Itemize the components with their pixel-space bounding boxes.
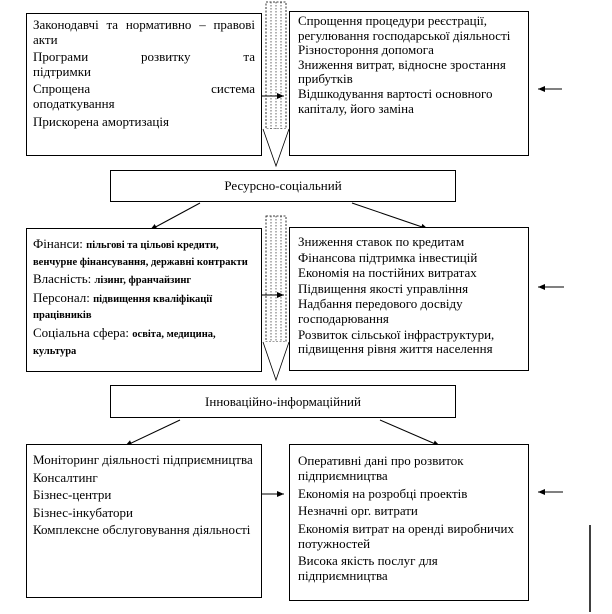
tier1-right-item-2: Різностороння допомога bbox=[298, 42, 434, 58]
tier2-right-item-4: Підвищення якості управління bbox=[298, 280, 469, 296]
tier3-right-item-1: Оперативні дані про розвиток підприємництва bbox=[298, 453, 464, 483]
tier2-right-item-6: Розвиток сільської інфраструктури, підвищення рівня життя населення bbox=[298, 326, 495, 357]
tier3-left-item-2: Консалтинг bbox=[33, 469, 98, 485]
tier2-left-item-1 bbox=[33, 237, 255, 270]
arrow-label2-to-tier3-right bbox=[380, 420, 440, 446]
tier2-left-item-2-name: Власність: bbox=[33, 271, 92, 287]
justified-line: Програми розвитку та bbox=[33, 49, 255, 65]
tier2-left-item-3 bbox=[33, 291, 255, 324]
tier2-right-item-1: Зниження ставок по кредитам bbox=[298, 234, 465, 249]
tier1-right-item-4: Відшкодування вартості основного капіталу, його заміна bbox=[298, 85, 493, 116]
tier2-left-item-3-name: Персонал: bbox=[33, 289, 90, 305]
label-resource-social: Ресурсно-соціальний bbox=[110, 170, 456, 202]
tier3-left-item-1: Моніторинг діяльності підприємництва bbox=[33, 452, 253, 467]
tier2-left-item-4-name: Соціальна сфера: bbox=[33, 324, 130, 340]
tier2-left-item-1-name: Фінанси: bbox=[33, 236, 83, 251]
tier1-left-item-3 bbox=[33, 82, 255, 111]
tier2-right-item-3: Економія на постійних витратах bbox=[298, 265, 477, 281]
tier1-left-item-4: Прискорена амортизація bbox=[33, 113, 169, 129]
tier1-right-box bbox=[289, 11, 529, 156]
tier2-right-item-5: Надбання передового досвіду господарювання bbox=[298, 296, 463, 326]
tier3-right-item-2: Економія на розробці проектів bbox=[298, 485, 468, 501]
tier2-left-item-3-detail: підвищення кваліфікації працівників bbox=[33, 293, 213, 322]
tier2-left-box bbox=[26, 228, 262, 372]
continuation-line: підтримки bbox=[33, 63, 91, 79]
tier1-right-item-1: Спрощення процедури реєстрації, регулювання господарської діяльності bbox=[298, 13, 511, 43]
tier3-left-item-4: Бізнес-інкубатори bbox=[33, 504, 133, 520]
tier1-right-item-3: Зниження витрат, відносне зростання прибутків bbox=[298, 56, 506, 87]
tier2-left-item-2-detail: лізинг, франчайзинг bbox=[94, 275, 192, 287]
arrow-label2-to-tier3-left bbox=[125, 420, 180, 446]
arrow-label1-to-tier2-left bbox=[150, 203, 200, 230]
tier3-left-item-5: Комплексне обслуговування діяльності bbox=[33, 522, 251, 538]
label-innovation-information: Інноваційно-інформаційний bbox=[110, 385, 456, 418]
justified-line: Спрощена система bbox=[33, 81, 255, 97]
tier2-left-item-4 bbox=[33, 326, 255, 359]
tier2-left-item-4-detail: освіта, медицина, культура bbox=[33, 328, 216, 357]
tier2-right-item-2: Фінансова підтримка інвестицій bbox=[298, 249, 478, 265]
tier3-right-item-3: Незначні орг. витрати bbox=[298, 503, 418, 519]
tier3-right-item-5: Висока якість послуг для підприємництва bbox=[298, 553, 438, 584]
tier2-left-item-1-detail: пільгові та цільові кредити, венчурне фінансування, державні контракти bbox=[33, 240, 248, 268]
shaft-arrow-top bbox=[263, 2, 289, 166]
arrow-label1-to-tier2-right bbox=[352, 203, 428, 229]
tier3-left-item-3: Бізнес-центри bbox=[33, 487, 112, 503]
tier1-left-item-2 bbox=[33, 50, 255, 79]
tier3-right-item-4: Економія витрат на оренді виробничих потужностей bbox=[298, 520, 514, 551]
tier2-left-item-2 bbox=[33, 272, 255, 289]
tier3-left-box bbox=[26, 444, 262, 598]
tier1-left-box bbox=[26, 13, 262, 156]
tier3-right-box bbox=[289, 444, 529, 601]
tier2-right-box bbox=[289, 227, 529, 371]
continuation-line: оподаткування bbox=[33, 95, 115, 111]
tier1-left-item-1: Законодавчі та нормативно – правові акти bbox=[33, 17, 255, 47]
shaft-arrow-middle bbox=[263, 216, 289, 380]
